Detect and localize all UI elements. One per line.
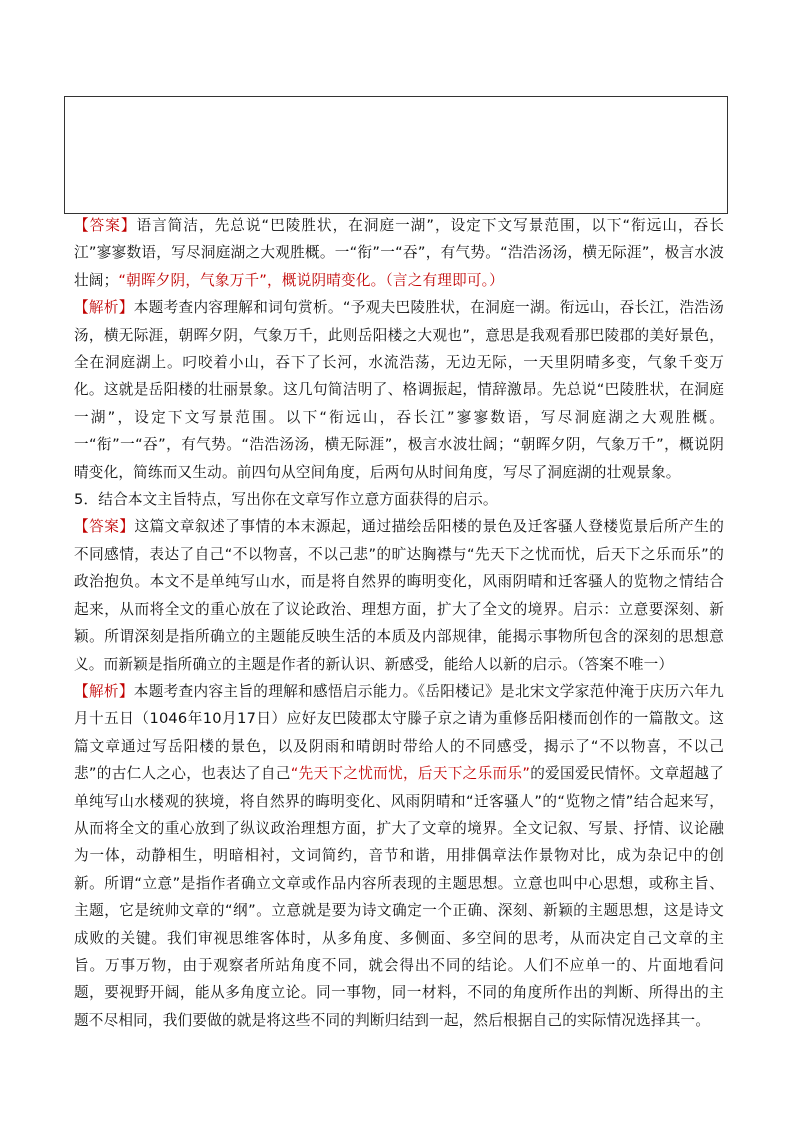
analysis-tag: 【解析】 [74, 299, 134, 317]
q5-question: 5．结合本文主旨特点，写出你在文章写作立意方面获得的启示。 [74, 491, 498, 509]
q5-analysis [74, 678, 724, 1034]
q4-answer [74, 212, 724, 294]
document-body [74, 212, 724, 1034]
q4-analysis [74, 294, 724, 486]
answer-tag: 【答案】 [74, 518, 135, 536]
q4-analysis-text: 本题考查内容理解和词句赏析。“予观夫巴陵胜状，在洞庭一湖。衔远山，吞长江，浩浩汤汤，横无际涯，朝晖夕阴，气象万千，此则岳阳楼之大观也”，意思是我观看那巴陵郡的美好景色，全在洞庭湖上。叼咬着小山，吞下了长河，水流浩荡，无边无际，一天里阴晴多变，气象千变万化。这就是岳阳楼的壮丽景象。这几句简洁明了、格调振起，情辞激昂。先总说“巴陵胜状，在洞庭一湖”，设定下文写景范围。以下“衔远山，吞长江”寥寥数语，写尽洞庭湖之大观胜概。一“衔”一“吞”，有气势。“浩浩汤汤，横无际涯”，极言水波壮阔；“朝晖夕阴，气象万千”，概说阴晴变化，简练而又生动。前四句从空间角度，后两句从时间角度，写尽了洞庭湖的壮观景象。 [74, 299, 724, 481]
analysis-tag: 【解析】 [74, 682, 134, 700]
blank-answer-box [64, 96, 728, 214]
q4-answer-red-text: “朝晖夕阴，气象万千”，概说阴晴变化。（言之有理即可。） [118, 271, 504, 289]
answer-tag: 【答案】 [74, 217, 137, 234]
q5-analysis-part2: 的爱国爱民情怀。文章超越了单纯写山水楼观的狭境，将自然界的晦明变化、风雨阴晴和“迁客骚人”的“览物之情”结合起来写，从而将全文的重心放到了纵议政治理想方面，扩大了文章的境界。全文记叙、写景、抒情、议论融为一体，动静相生，明暗相衬，文词简约，音节和谐，用排偶章法作景物对比，成为杂记中的创新。所谓“立意”是指作者确立文章或作品内容所表现的主题思想。立意也叫中心思想，或称主旨、主题，它是统帅文章的“纲”。立意就是要为诗文确定一个正确、深刻、新颖的主题思想，这是诗文成败的关键。我们审视思维客体时，从多角度、多侧面、多空间的思考，从而决定自己文章的主旨。万事万物，由于观察者所站角度不同，就会得出不同的结论。人们不应单一的、片面地看问题，要视野开阔，能从多角度立论。同一事物，同一材料，不同的角度所作出的判断、所得出的主题不尽相同，我们要做的就是将这些不同的判断归结到一起，然后根据自己的实际情况选择其一。 [74, 765, 724, 1029]
q5-analysis-red-text: “先天下之忧而忧，后天下之乐而乐” [290, 765, 531, 783]
q5-answer [74, 513, 724, 677]
q4-answer-text: 语言简洁，先总说“巴陵胜状，在洞庭一湖”，设定下文写景范围，以下“衔远山，吞长江”寥寥数语，写尽洞庭湖之大观胜概。一“衔”一“吞”，有气势。“浩浩汤汤，横无际涯”，极言水波壮阔； [74, 217, 724, 289]
q5-answer-text: 这篇文章叙述了事情的本末源起，通过描绘岳阳楼的景色及迁客骚人登楼览景后所产生的不同感情，表达了自己“不以物喜，不以己悲”的旷达胸襟与“先天下之忧而忧，后天下之乐而乐”的政治抱负。本文不是单纯写山水，而是将自然界的晦明变化，风雨阴晴和迁客骚人的览物之情结合起来，从而将全文的重心放在了议论政治、理想方面，扩大了全文的境界。启示：立意要深刻、新颖。所谓深刻是指所确立的主题能反映生活的本质及内部规律，能揭示事物所包含的深刻的思想意义。而新颖是指所确立的主题是作者的新认识、新感受，能给人以新的启示。（答案不唯一） [74, 518, 724, 673]
q5-analysis-part1: 本题考查内容主旨的理解和感悟启示能力。《岳阳楼记》是北宋文学家范仲淹于庆历六年九月十五日（1046年10月17日）应好友巴陵郡太守滕子京之请为重修岳阳楼而创作的一篇散文。这篇文章通过写岳阳楼的景色，以及阴雨和晴朗时带给人的不同感受，揭示了“不以物喜，不以己悲”的古仁人之心，也表达了自己 [74, 682, 724, 783]
